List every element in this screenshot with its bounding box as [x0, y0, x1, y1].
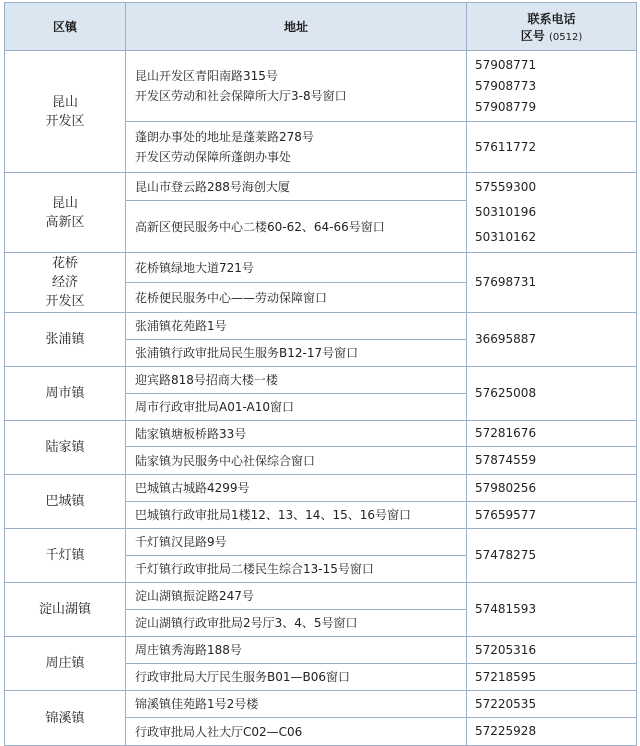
address-line: 巴城镇行政审批局1楼12、13、14、15、16号窗口 — [135, 508, 411, 522]
district-name-line: 淀山湖镇 — [38, 602, 91, 617]
phone-cell — [467, 51, 637, 122]
table-row — [5, 529, 637, 556]
address-line: 高新区便民服务中心二楼60-62、64-66号窗口 — [135, 219, 385, 234]
phone-number: 57481593 — [475, 602, 537, 616]
address-cell — [126, 253, 467, 283]
phone-cell — [467, 253, 637, 313]
phone-cell — [467, 122, 637, 173]
address-cell — [126, 173, 467, 201]
phone-cell — [467, 637, 637, 664]
address-cell — [126, 583, 467, 610]
address-line: 行政审批局人社大厅C02—C06 — [135, 724, 303, 739]
district-name-line: 张浦镇 — [45, 332, 85, 347]
district-cell — [5, 475, 126, 529]
address-line: 周庄镇秀海路188号 — [135, 643, 242, 657]
phone-cell — [467, 502, 637, 529]
address-line: 昆山开发区青阳南路315号 — [135, 69, 278, 83]
phone-cell — [467, 664, 637, 691]
phone-cell — [467, 421, 637, 447]
address-line: 开发区劳动和社会保障所大厅3-8号窗口 — [135, 89, 347, 103]
table-row — [5, 313, 637, 340]
district-name-line: 经济 — [51, 275, 78, 290]
district-name-line: 开发区 — [45, 294, 85, 309]
address-cell — [126, 718, 467, 746]
phone-number: 57205316 — [475, 642, 537, 657]
address-cell — [126, 664, 467, 691]
phone-number: 50310196 — [475, 205, 537, 219]
district-name-line: 陆家镇 — [45, 440, 85, 455]
header-phone-label: 联系电话 — [527, 11, 576, 26]
address-cell — [126, 201, 467, 253]
district-name-line: 千灯镇 — [45, 548, 85, 563]
table-row — [5, 253, 637, 283]
address-cell — [126, 394, 467, 421]
phone-number: 57225928 — [475, 724, 537, 738]
phone-number: 57874559 — [475, 453, 537, 467]
district-name-line: 昆山 — [51, 195, 78, 211]
header-district: 区镇 — [5, 3, 126, 51]
district-name-line: 周庄镇 — [45, 656, 85, 671]
phone-cell — [467, 447, 637, 475]
address-line: 花桥镇绿地大道721号 — [135, 260, 254, 275]
phone-number: 57908773 — [475, 78, 537, 93]
address-line: 千灯镇汉昆路9号 — [135, 535, 227, 549]
district-name-line: 花桥 — [51, 256, 78, 271]
district-name-line: 昆山 — [51, 94, 78, 110]
address-line: 开发区劳动保障所蓬朗办事处 — [135, 150, 292, 164]
district-cell — [5, 637, 126, 691]
phone-cell — [467, 475, 637, 502]
phone-cell — [467, 313, 637, 367]
table-row — [5, 583, 637, 610]
phone-number: 57218595 — [475, 669, 537, 684]
address-line: 淀山湖镇行政审批局2号厅3、4、5号窗口 — [135, 616, 358, 630]
district-name-line: 巴城镇 — [45, 494, 85, 509]
address-cell — [126, 475, 467, 502]
phone-number: 57478275 — [475, 548, 537, 562]
phone-number: 57220535 — [475, 696, 537, 711]
district-cell — [5, 583, 126, 637]
table-row — [5, 637, 637, 664]
address-line: 锦溪镇佳苑路1号2号楼 — [135, 697, 259, 711]
district-cell — [5, 173, 126, 253]
address-cell — [126, 691, 467, 718]
phone-number: 57980256 — [475, 480, 537, 495]
address-line: 陆家镇塘板桥路33号 — [135, 426, 247, 441]
district-name-line: 开发区 — [45, 113, 85, 129]
contact-table-container — [4, 2, 636, 743]
phone-number: 57908779 — [475, 99, 537, 114]
phone-number: 57659577 — [475, 507, 537, 522]
district-cell — [5, 367, 126, 421]
address-line: 张浦镇花苑路1号 — [135, 319, 227, 333]
address-line: 巴城镇古城路4299号 — [135, 481, 250, 495]
address-cell — [126, 421, 467, 447]
address-line: 张浦镇行政审批局民生服务B12-17号窗口 — [135, 346, 359, 360]
phone-number: 57625008 — [475, 386, 537, 400]
district-cell — [5, 691, 126, 746]
phone-cell — [467, 367, 637, 421]
address-line: 千灯镇行政审批局二楼民生综合13-15号窗口 — [135, 562, 374, 576]
table-row — [5, 51, 637, 122]
phone-cell — [467, 529, 637, 583]
address-cell — [126, 447, 467, 475]
table-row — [5, 421, 637, 447]
district-cell — [5, 253, 126, 313]
address-line: 淀山湖镇振淀路247号 — [135, 589, 254, 603]
address-cell — [126, 340, 467, 367]
address-cell — [126, 637, 467, 664]
address-line: 昆山市登云路288号海创大厦 — [135, 179, 290, 194]
table-row — [5, 475, 637, 502]
address-cell — [126, 122, 467, 173]
phone-number: 36695887 — [475, 332, 537, 346]
phone-number: 57698731 — [475, 275, 537, 289]
district-cell — [5, 51, 126, 173]
header-row — [5, 3, 637, 51]
address-cell — [126, 556, 467, 583]
district-cell — [5, 421, 126, 475]
address-cell — [126, 313, 467, 340]
address-line: 花桥便民服务中心——劳动保障窗口 — [135, 290, 328, 305]
address-cell — [126, 610, 467, 637]
phone-cell — [467, 173, 637, 253]
district-name-line: 锦溪镇 — [45, 710, 85, 726]
address-line: 陆家镇为民服务中心社保综合窗口 — [135, 453, 316, 468]
header-address: 地址 — [126, 3, 467, 51]
district-name-line: 高新区 — [45, 214, 85, 230]
address-line: 行政审批局大厅民生服务B01—B06窗口 — [135, 670, 351, 684]
address-cell — [126, 502, 467, 529]
address-cell — [126, 367, 467, 394]
address-cell — [126, 51, 467, 122]
address-line: 迎宾路818号招商大楼一楼 — [135, 373, 278, 387]
phone-cell — [467, 718, 637, 746]
address-cell — [126, 529, 467, 556]
table-row — [5, 367, 637, 394]
district-cell — [5, 313, 126, 367]
address-cell — [126, 283, 467, 313]
header-area-code: (0512) — [548, 31, 583, 43]
district-name-line: 周市镇 — [45, 386, 85, 401]
phone-number: 50310162 — [475, 230, 537, 244]
phone-number: 57908771 — [475, 57, 537, 72]
phone-cell — [467, 691, 637, 718]
header-area-code-label: 区号 — [520, 28, 545, 43]
phone-number: 57281676 — [475, 426, 537, 440]
header-phone — [467, 3, 637, 51]
table-row — [5, 691, 637, 718]
district-cell — [5, 529, 126, 583]
phone-cell — [467, 583, 637, 637]
address-line: 蓬朗办事处的地址是蓬莱路278号 — [135, 130, 314, 144]
table-row — [5, 173, 637, 201]
contact-table — [4, 2, 637, 746]
address-line: 周市行政审批局A01-A10窗口 — [135, 400, 295, 414]
phone-number: 57611772 — [475, 139, 537, 154]
phone-number: 57559300 — [475, 180, 537, 194]
